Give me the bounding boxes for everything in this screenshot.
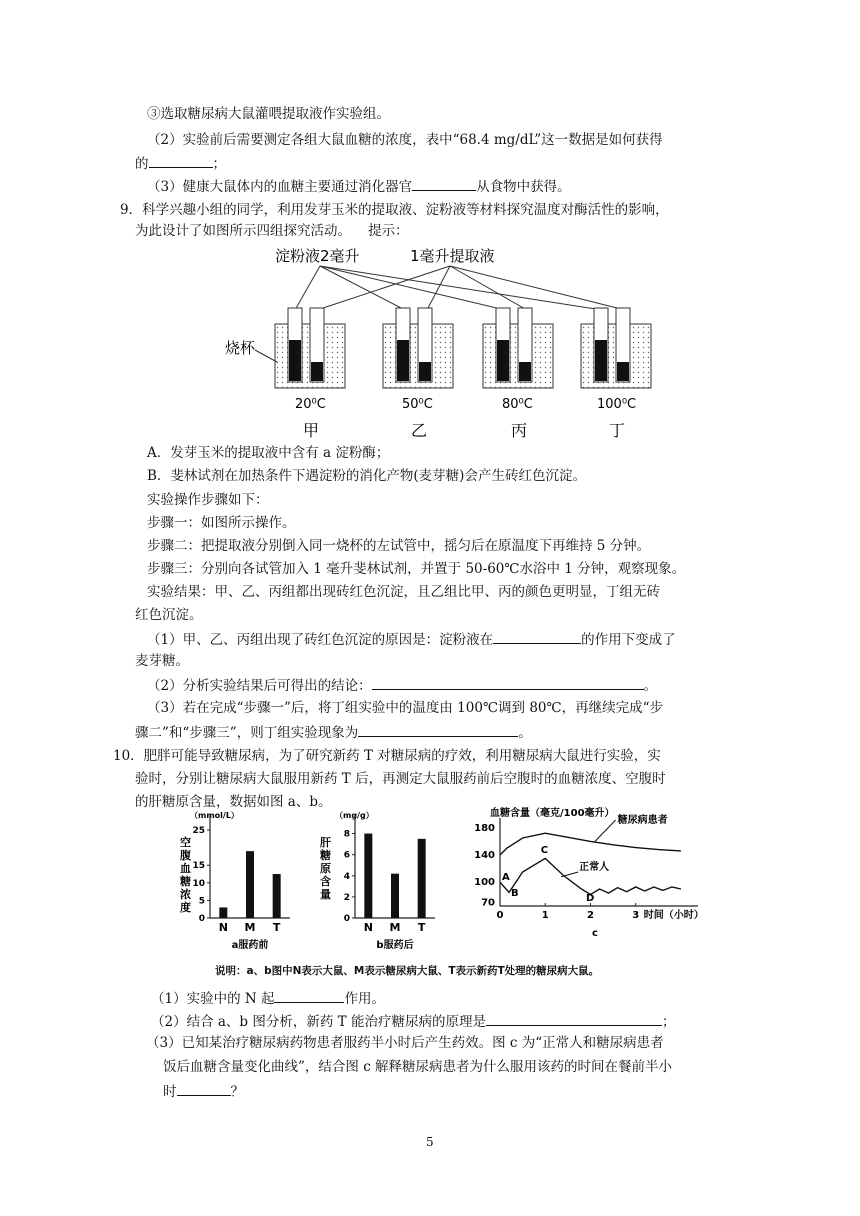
y-tick-label: 0 [198, 914, 205, 924]
q10-figure-note: 说明：a、b图中N表示大鼠、M表示糖尿病大鼠、T表示新药T处理的糖尿病大鼠。 [215, 965, 600, 977]
y-tick-label: 100 [474, 877, 495, 889]
connector-lines [295, 266, 625, 310]
x-tick-label: 2 [586, 910, 594, 921]
series-arrow [561, 872, 578, 877]
temp-1: 20⁰C [295, 397, 326, 412]
q10-q3-line2: 饭后血糖含量变化曲线”，结合图 c 解释糖尿病患者为什么服用该药的时间在餐前半小 [163, 1059, 673, 1075]
y-tick-label: 25 [192, 826, 205, 837]
bar-T [273, 874, 281, 918]
q9-hint-a: A．发芽玉米的提取液中含有 a 淀粉酶； [147, 445, 390, 461]
q9-step1: 步骤一：如图所示操作。 [147, 515, 296, 531]
bar-N [364, 834, 372, 918]
q9-result-line2: 红色沉淀。 [135, 607, 203, 623]
q9-stem-line1: 9．科学兴趣小组的同学，利用发芽玉米的提取液、淀粉液等材料探究温度对酶活性的影响， [120, 202, 669, 218]
chart-unit: （mmol/L） [190, 811, 239, 820]
q9-q2: （2）分析实验结果后可得出的结论： 。 [147, 675, 657, 695]
q9-step3: 步骤三：分别向各试管加入 1 毫升斐林试剂，并置于 50-60℃水浴中 1 分钟，观察现象。 [147, 561, 686, 577]
y-tick-label: 5 [198, 896, 205, 907]
temp-3: 80⁰C [502, 397, 533, 412]
ylabel-char: 原 [320, 862, 331, 875]
bar-M [391, 874, 399, 918]
chart-caption: b服药后 [376, 940, 414, 951]
point-label: D [585, 893, 595, 905]
q9-steps-title: 实验操作步骤如下： [147, 492, 269, 508]
x-tick-label: 3 [632, 910, 640, 921]
x-tick-label: T [272, 921, 281, 934]
y-tick-label: 0 [343, 914, 350, 924]
point-label: A [502, 872, 510, 884]
label-extract: 1毫升提取液 [410, 247, 495, 265]
q8-part3: （3）健康大鼠体内的血糖主要通过消化器官 从食物中获得。 [147, 176, 571, 196]
y-tick-label: 2 [343, 892, 350, 903]
chart-title: 血糖含量（毫克/100毫升） [490, 808, 615, 819]
y-tick-label: 4 [343, 871, 350, 882]
y-tick-label: 140 [474, 850, 495, 861]
ylabel-char: 浓 [180, 888, 191, 901]
ylabel-char: 血 [180, 862, 191, 875]
beaker-2 [383, 308, 453, 388]
beaker-3 [483, 308, 553, 388]
page-number: 5 [426, 1135, 434, 1149]
group-1: 甲 [303, 421, 320, 440]
q10-stem-line1: 10．肥胖可能导致糖尿病，为了研究新药 T 对糖尿病的疗效，利用糖尿病大鼠进行实验，实 [113, 748, 661, 764]
q9-q3-line1: （3）若在完成“步骤一”后，将丁组实验中的温度由 100℃调到 80℃，再继续完成“步 [147, 700, 664, 716]
x-tick-label: 1 [541, 910, 549, 921]
y-tick-label: 180 [474, 822, 495, 834]
y-tick-label: 6 [343, 850, 350, 861]
q10-q3-line3: 时 ？ [163, 1081, 244, 1101]
point-label: C [540, 844, 549, 856]
label-starch: 淀粉液2毫升 [275, 247, 360, 265]
q10-stem-line3: 的肝糖原含量，数据如图 a、b。 [135, 794, 332, 810]
ylabel-char: 腹 [180, 849, 191, 862]
series-arrow [595, 820, 616, 841]
x-tick-label: M [244, 921, 256, 934]
x-tick-label: N [218, 921, 228, 934]
ylabel-char: 量 [320, 888, 331, 901]
bar-M [246, 851, 254, 918]
q9-answer-blank-2[interactable] [372, 675, 644, 690]
ylabel-char: 肝 [320, 836, 331, 849]
q9-result-line1: 实验结果：甲、乙、丙组都出现砖红色沉淀，且乙组比甲、丙的颜色更明显，丁组无砖 [147, 584, 660, 600]
q9-q3-line2: 骤二”和“步骤三”，则丁组实验现象为 。 [135, 722, 532, 742]
q9-q1-line1: （1）甲、乙、丙组出现了砖红色沉淀的原因是：淀粉液在 的作用下变成了 [147, 629, 676, 649]
q9-beaker-figure [225, 240, 665, 450]
y-tick-label: 15 [192, 861, 205, 872]
temp-2: 50⁰C [402, 397, 433, 412]
x-tick-label: N [363, 921, 373, 934]
beaker-1 [275, 308, 345, 388]
q9-hint-b: B．斐林试剂在加热条件下遇淀粉的消化产物(麦芽糖)会产生砖红色沉淀。 [147, 468, 586, 484]
x-axis-label: 时间（小时） [643, 910, 704, 921]
ylabel-char: 含 [320, 875, 331, 888]
ylabel-char: 糖 [180, 875, 191, 888]
q8-part2-line1: （2）实验前后需要测定各组大鼠血糖的浓度，表中“68.4 mg/dL”这一数据是如何获得 [147, 132, 663, 148]
chart-unit: （mg/g） [335, 811, 374, 820]
series-line-0 [500, 833, 681, 855]
x-tick-label: 0 [496, 910, 504, 921]
q9-stem-line2: 为此设计了如图所示四组探究活动。 提示： [135, 223, 409, 239]
series-label: 糖尿病患者 [617, 815, 668, 826]
q8-part2-line2: 的 ； [135, 153, 226, 173]
bar-N [219, 907, 227, 918]
q8-item3: ③选取糖尿病大鼠灌喂提取液作实验组。 [147, 106, 390, 122]
label-beaker: 烧杯 [225, 339, 256, 357]
beaker-4 [581, 308, 651, 388]
y-tick-label: 8 [343, 829, 350, 840]
bar-T [418, 839, 426, 918]
chart-caption: a服药前 [231, 940, 269, 951]
q9-answer-blank-3[interactable] [358, 722, 518, 737]
group-2: 乙 [411, 421, 428, 440]
q10-answer-blank-3[interactable] [177, 1081, 231, 1096]
x-tick-label: M [389, 921, 401, 934]
y-tick-label: 10 [192, 878, 205, 889]
q9-step2: 步骤二：把提取液分别倒入同一烧杯的左试管中，摇匀后在原温度下再维持 5 分钟。 [147, 538, 651, 554]
group-3: 丙 [511, 421, 528, 440]
q9-q1-line2: 麦芽糖。 [135, 653, 189, 669]
series-label: 正常人 [579, 861, 610, 873]
q10-q3-line1: （3）已知某治疗糖尿病药物患者服药半小时后产生药效。图 c 为“正常人和糖尿病患者 [146, 1035, 664, 1051]
ylabel-char: 空 [180, 836, 191, 849]
y-tick-label: 70 [481, 897, 495, 909]
q8-answer-blank-3[interactable] [412, 176, 476, 191]
ylabel-char: 度 [180, 901, 191, 914]
x-tick-label: T [417, 921, 426, 934]
chart-caption: c [592, 928, 598, 939]
group-4: 丁 [609, 421, 626, 440]
q10-stem-line2: 验时，分别让糖尿病大鼠服用新药 T 后，再测定大鼠服药前后空腹时的血糖浓度、空腹时 [135, 771, 666, 787]
q9-answer-blank-1[interactable] [493, 629, 581, 644]
q10-figures [170, 806, 710, 986]
q10-answer-blank-1[interactable] [274, 988, 344, 1003]
q10-answer-blank-2[interactable] [486, 1011, 662, 1026]
temp-4: 100⁰C [597, 397, 637, 412]
ylabel-char: 糖 [320, 849, 331, 862]
point-label: B [511, 887, 519, 899]
q10-q1: （1）实验中的 N 起 作用。 [151, 988, 385, 1008]
q10-q2: （2）结合 a、b 图分析，新药 T 能治疗糖尿病的原理是 ； [151, 1011, 675, 1031]
q8-answer-blank-2[interactable] [149, 153, 213, 168]
